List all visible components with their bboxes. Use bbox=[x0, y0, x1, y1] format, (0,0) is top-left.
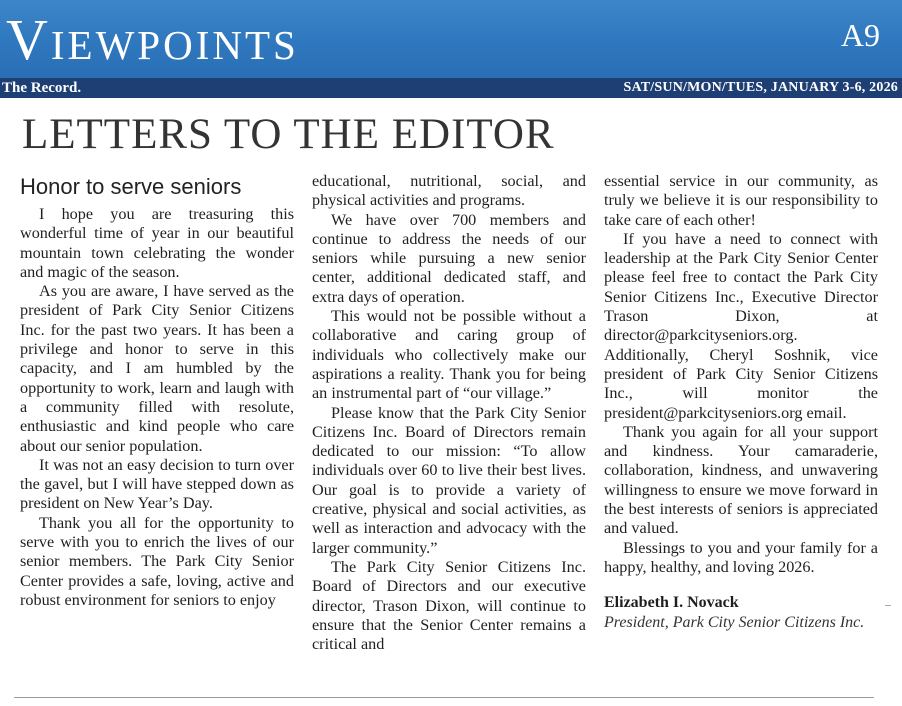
letter-title: Honor to serve seniors bbox=[20, 174, 242, 199]
section-banner bbox=[0, 0, 902, 78]
masthead-bar bbox=[0, 78, 902, 98]
signature-name: Elizabeth I. Novack bbox=[604, 594, 739, 612]
column-mark bbox=[885, 605, 891, 606]
letter-paragraph: It was not an easy decision to turn over the gavel, but I will have stepped down as president on New Year’s Day. bbox=[20, 455, 294, 513]
letter-paragraph: I hope you are treasuring this wonderful time of year in our beautiful mountain town celebrating the wonder and magic of the season. bbox=[20, 205, 294, 281]
letter-paragraph: The Park City Senior Citizens Inc. Board of Directors and our executive director, Trason Dixon, will continue to ensure that the Senior Center remains a critical and bbox=[312, 557, 586, 654]
article-column-3 bbox=[604, 172, 878, 633]
signature-title: President, Park City Senior Citizens Inc. bbox=[604, 614, 865, 632]
article-column-2 bbox=[312, 172, 586, 654]
president-email-link[interactable]: president@parkcityseniors.org bbox=[604, 403, 803, 422]
contact-text: . Additionally, Cheryl Soshnik, vice president of Park City Senior Citizens Inc., will monitor the bbox=[604, 326, 878, 403]
letter-paragraph: Blessings to you and your family for a happy, healthy, and loving 2026. bbox=[604, 538, 878, 576]
issue-date: SAT/SUN/MON/TUES, JANUARY 3-6, 2026 bbox=[623, 80, 898, 95]
letter-paragraph: This would not be possible without a collaborative and caring group of individuals who collectively make our aspirations a reality. Thank you for being an instrumental part of “our village.” bbox=[312, 307, 586, 403]
contact-paragraph bbox=[604, 230, 878, 423]
letter-paragraph: Thank you all for the opportunity to serve with you to enrich the lives of our senior members. The Park City Senior Center provides a safe, loving, active and robust environment for seniors to enjoy bbox=[20, 513, 294, 609]
section-heading: LETTERS TO THE EDITOR bbox=[22, 111, 555, 158]
signature-block bbox=[604, 593, 878, 633]
letter-paragraph: We have over 700 members and continue to address the needs of our seniors while pursuing a new senior center, additional dedicated staff, and extra days of operation. bbox=[312, 210, 586, 306]
contact-text: If you have a need to connect with leadership at the Park City Senior Center please feel free to contact the Park City Senior Citizens Inc., Executive Director Trason Dixon, at bbox=[604, 229, 878, 326]
contact-text: email. bbox=[802, 403, 847, 422]
director-email-link[interactable]: director@parkcityseniors.org bbox=[604, 326, 794, 345]
letter-paragraph: Thank you again for all your support and kindness. Your camaraderie, collaboration, kindness, and unwavering willingness to ensure we move forward in the best interests of seniors is appreciated and valued. bbox=[604, 422, 878, 538]
page-number: A9 bbox=[840, 17, 880, 53]
letter-paragraph: essential service in our community, as truly we believe it is our responsibility to take care of each other! bbox=[604, 172, 878, 229]
letter-paragraph: educational, nutritional, social, and physical activities and programs. bbox=[312, 172, 586, 210]
publication-name: The Record. bbox=[2, 80, 82, 96]
letter-paragraph: Please know that the Park City Senior Citizens Inc. Board of Directors remain dedicated to our mission: “To allow individuals over 60 to live their best lives. Our goal is to provide a variety of creative, physical and social activities, as well as interaction and advocacy with the larger community.” bbox=[312, 403, 586, 557]
letter-paragraph: As you are aware, I have served as the president of Park City Senior Citizens Inc. for the past two years. It has been a privilege and honor to serve in this capacity, and I am humbled by the opportunity to work, learn and laugh with a community filled with resolute, enthusiastic and kind people who care about our senior population. bbox=[20, 282, 294, 455]
section-banner-title: Viewpoints bbox=[6, 7, 299, 72]
article-column-1 bbox=[20, 172, 294, 610]
bottom-rule bbox=[14, 697, 874, 698]
